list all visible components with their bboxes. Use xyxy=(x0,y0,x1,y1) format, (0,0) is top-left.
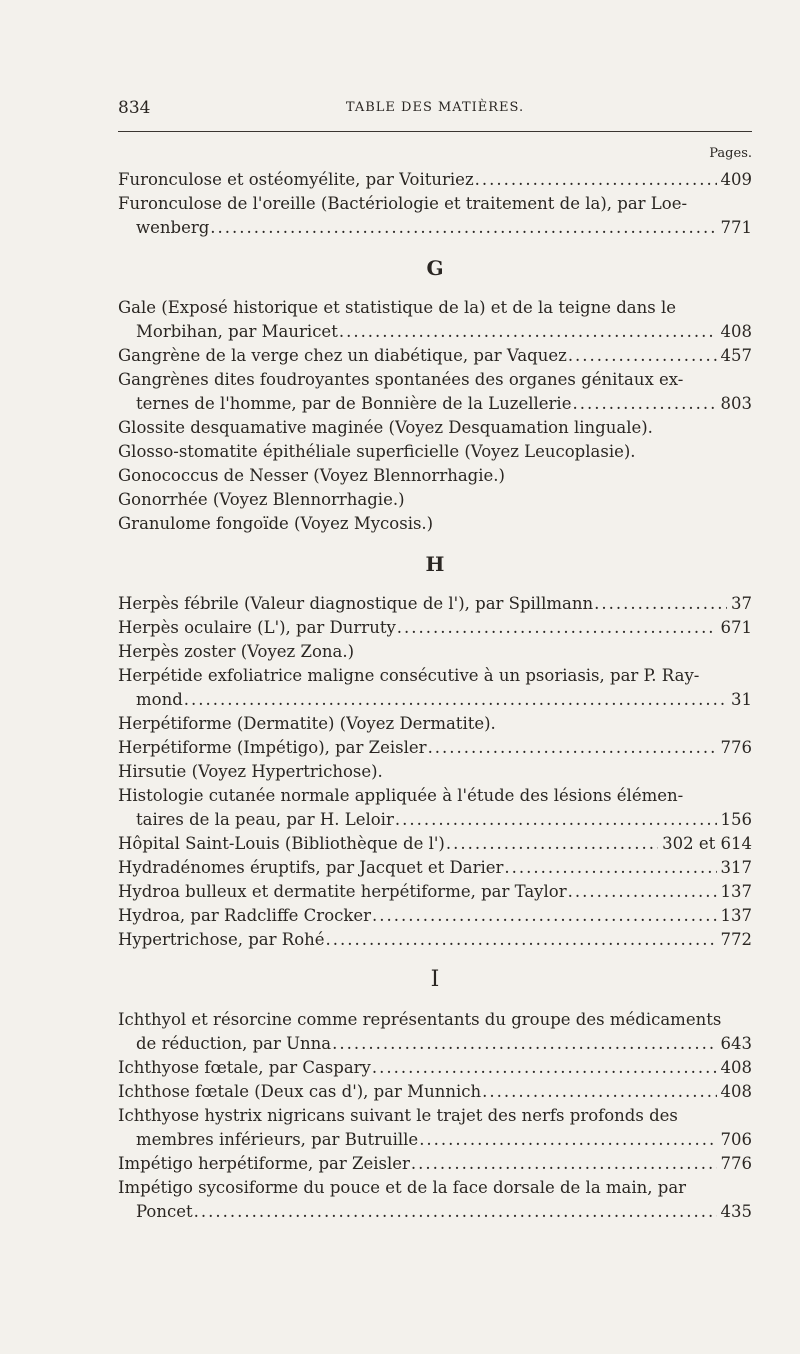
page-ref: 408 xyxy=(720,1058,752,1077)
dot-leader xyxy=(372,1056,717,1080)
index-entry: Herpès fébrile (Valeur diagnostique de l'), par Spillmann ..... 37 xyxy=(118,592,752,616)
index-entry-continuation: Poncet ..... 435 xyxy=(118,1200,752,1224)
page-ref: 408 xyxy=(720,322,752,341)
page-ref: 771 xyxy=(720,218,752,237)
page-ref: 156 xyxy=(720,810,752,829)
page-ref: 671 xyxy=(720,618,752,637)
dot-leader xyxy=(372,904,716,928)
page-ref: 776 xyxy=(720,738,752,757)
page-ref: 37 xyxy=(731,594,752,613)
dot-leader xyxy=(194,1200,717,1224)
dot-leader xyxy=(568,344,717,368)
index-entry: Ichthyol et résorcine comme représentants du groupe des médicaments xyxy=(118,1010,722,1029)
page-number: 834 xyxy=(118,98,151,118)
index-entry: Hydroa bulleux et dermatite herpétiforme, par Taylor ..... 137 xyxy=(118,880,752,904)
dot-leader xyxy=(568,880,717,904)
index-entry: Gonococcus de Nesser (Voyez Blennorrhagie.) xyxy=(118,466,505,485)
page-ref: 137 xyxy=(720,906,752,925)
index-entry: Granulome fongoïde (Voyez Mycosis.) xyxy=(118,514,434,533)
index-entry: Impétigo herpétiforme, par Zeisler ..... 776 xyxy=(118,1152,752,1176)
index-entry: Ichthyose hystrix nigricans suivant le trajet des nerfs profonds des xyxy=(118,1106,678,1125)
index-entry: Hydradénomes éruptifs, par Jacquet et Darier ..... 317 xyxy=(118,856,752,880)
index-entry: Herpès oculaire (L'), par Durruty ..... 671 xyxy=(118,616,752,640)
index-entry: Hydroa, par Radcliffe Crocker ..... 137 xyxy=(118,904,752,928)
index-entry: Herpétiforme (Dermatite) (Voyez Dermatite). xyxy=(118,714,496,733)
section-letter: I xyxy=(430,967,440,992)
dot-leader xyxy=(475,168,717,192)
index-entry: Hypertrichose, par Rohé ..... 772 xyxy=(118,928,752,952)
section-letter: G xyxy=(426,256,444,280)
index-entry-continuation: de réduction, par Unna ..... 643 xyxy=(118,1032,752,1056)
index-entry: Furonculose et ostéomyélite, par Voituriez ..... 409 xyxy=(118,168,752,192)
dot-leader xyxy=(210,216,716,240)
index-entry: Hôpital Saint-Louis (Bibliothèque de l') ..... 302 et 614 xyxy=(118,832,752,856)
index-entry: Histologie cutanée normale appliquée à l'étude des lésions élémen- xyxy=(118,786,684,805)
dot-leader xyxy=(332,1032,716,1056)
index-entry-continuation: taires de la peau, par H. Leloir ..... 156 xyxy=(118,808,752,832)
index-entry: Herpétide exfoliatrice maligne consécutive à un psoriasis, par P. Ray- xyxy=(118,666,700,685)
dot-leader xyxy=(326,928,717,952)
page-ref: 776 xyxy=(720,1154,752,1173)
section-letter: H xyxy=(425,552,445,576)
page-header xyxy=(118,98,752,122)
dot-leader xyxy=(419,1128,716,1152)
page-ref: 803 xyxy=(720,394,752,413)
page-ref: 317 xyxy=(720,858,752,877)
index-entry-continuation: membres inférieurs, par Butruille ..... 706 xyxy=(118,1128,752,1152)
dot-leader xyxy=(395,808,717,832)
index-entry: Gangrènes dites foudroyantes spontanées des organes génitaux ex- xyxy=(118,370,684,389)
index-entry: Ichthyose fœtale, par Caspary ..... 408 xyxy=(118,1056,752,1080)
index-entry-continuation: ternes de l'homme, par de Bonnière de la Luzellerie ..... 803 xyxy=(118,392,752,416)
dot-leader xyxy=(339,320,717,344)
dot-leader xyxy=(411,1152,717,1176)
index-entry: Ichthose fœtale (Deux cas d'), par Munnich ..... 408 xyxy=(118,1080,752,1104)
header-rule xyxy=(118,131,752,132)
running-title: TABLE DES MATIÈRES. xyxy=(345,100,525,115)
page-ref: 643 xyxy=(720,1034,752,1053)
index-entry: Impétigo sycosiforme du pouce et de la face dorsale de la main, par xyxy=(118,1178,687,1197)
index-entry: Gangrène de la verge chez un diabétique, par Vaquez ..... 457 xyxy=(118,344,752,368)
page-ref: 772 xyxy=(720,930,752,949)
index-entry: Gonorrhée (Voyez Blennorrhagie.) xyxy=(118,490,405,509)
page-ref: 31 xyxy=(731,690,752,709)
index-entry-continuation: wenberg ..... 771 xyxy=(118,216,752,240)
index-entry: Herpès zoster (Voyez Zona.) xyxy=(118,642,355,661)
page-ref: 409 xyxy=(720,170,752,189)
dot-leader xyxy=(482,1080,716,1104)
dot-leader xyxy=(594,592,727,616)
dot-leader xyxy=(428,736,717,760)
index-entry: Glossite desquamative maginée (Voyez Desquamation linguale). xyxy=(118,418,653,437)
index-entry: Herpétiforme (Impétigo), par Zeisler ..... 776 xyxy=(118,736,752,760)
index-content xyxy=(118,168,752,1224)
dot-leader xyxy=(184,688,727,712)
index-entry: Glosso-stomatite épithéliale superficielle (Voyez Leucoplasie). xyxy=(118,442,636,461)
dot-leader xyxy=(504,856,716,880)
dot-leader xyxy=(572,392,716,416)
page-ref: 408 xyxy=(720,1082,752,1101)
index-entry: Hirsutie (Voyez Hypertrichose). xyxy=(118,762,383,781)
page-ref: 137 xyxy=(720,882,752,901)
page-ref: 302 et 614 xyxy=(662,834,752,853)
page-ref: 706 xyxy=(720,1130,752,1149)
page-ref: 435 xyxy=(720,1202,752,1221)
dot-leader xyxy=(446,832,658,856)
index-entry: Furonculose de l'oreille (Bactériologie et traitement de la), par Loe- xyxy=(118,194,688,213)
dot-leader xyxy=(397,616,717,640)
index-entry-continuation: Morbihan, par Mauricet ..... 408 xyxy=(118,320,752,344)
pages-column-label: Pages. xyxy=(709,146,752,161)
page-ref: 457 xyxy=(720,346,752,365)
index-entry: Gale (Exposé historique et statistique de la) et de la teigne dans le xyxy=(118,298,677,317)
index-entry-continuation: mond ..... 31 xyxy=(118,688,752,712)
